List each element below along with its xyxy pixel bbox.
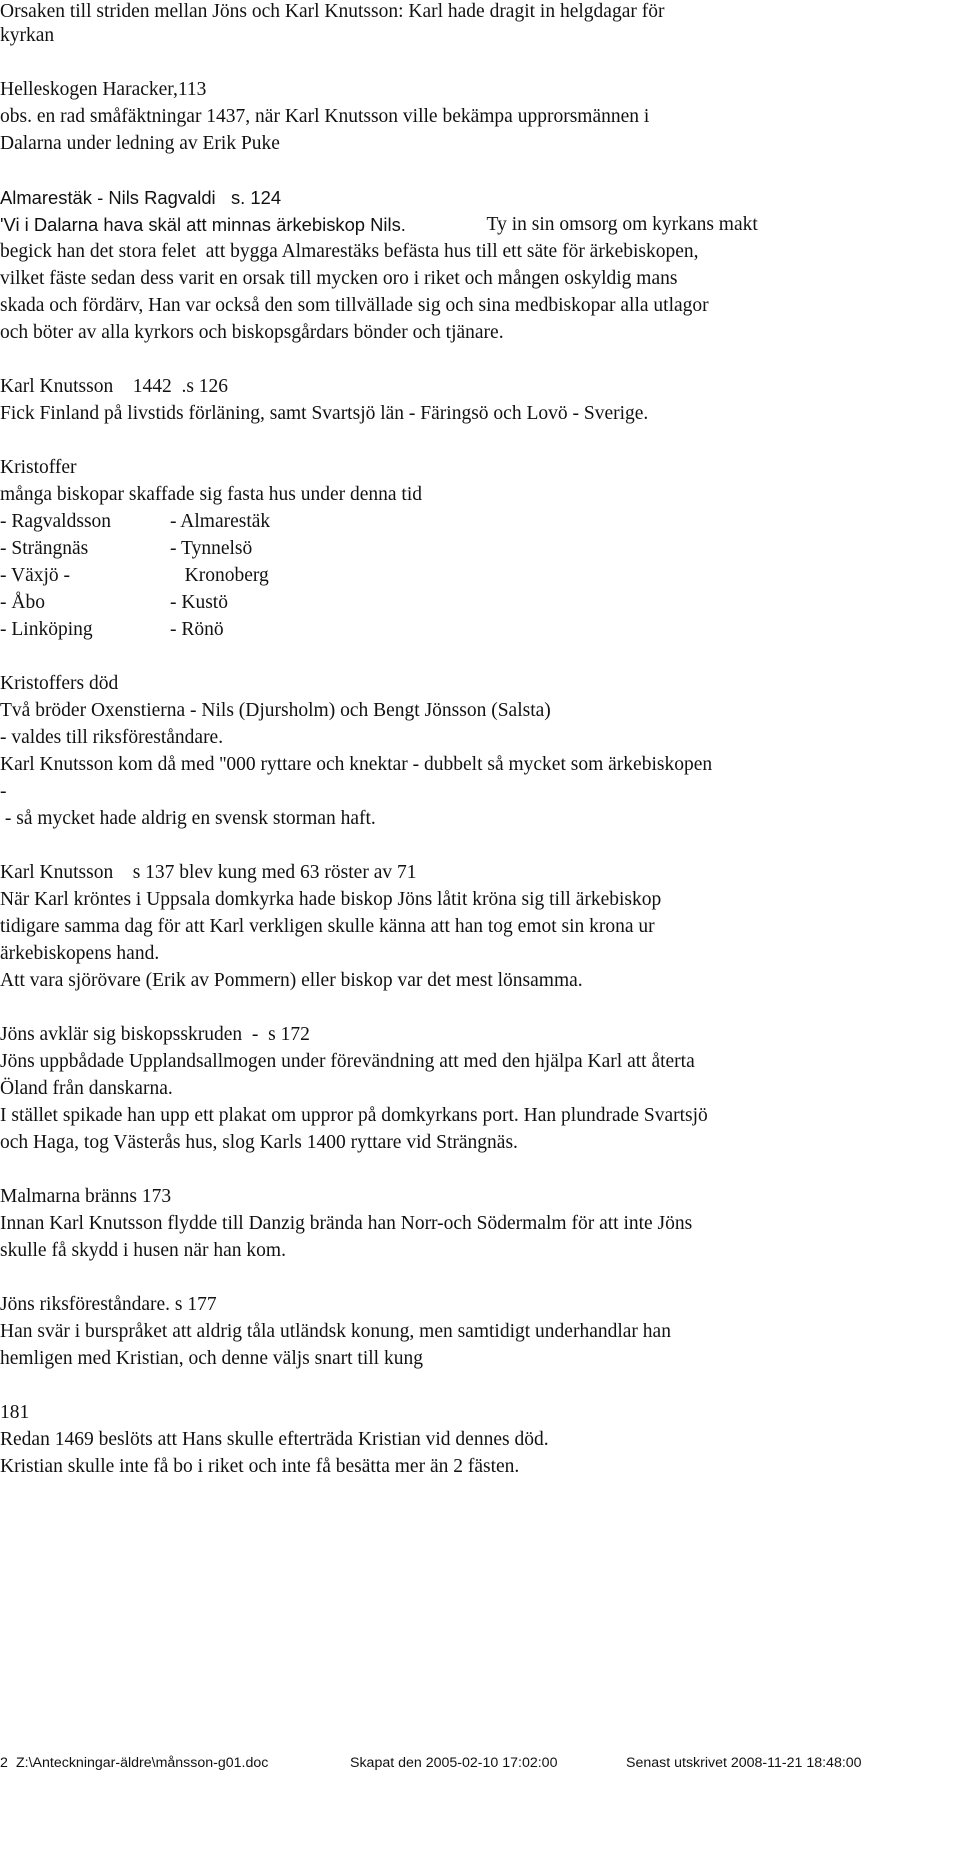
text-line: Fick Finland på livstids förläning, samt Svartsjö län - Färingsö och Lovö - Sverige. bbox=[0, 403, 649, 424]
created-date: Skapat den 2005-02-10 17:02:00 bbox=[350, 1755, 558, 1771]
text-line: - så mycket hade aldrig en svensk storman haft. bbox=[0, 808, 376, 829]
text-line: Ty in sin omsorg om kyrkans makt bbox=[482, 214, 758, 235]
text-line: vilket fäste sedan dess varit en orsak till mycken oro i riket och mången oskyldig mans bbox=[0, 268, 678, 289]
table-cell: - Växjö - bbox=[0, 565, 71, 586]
text-line: Innan Karl Knutsson flydde till Danzig brända han Norr-och Södermalm för att inte Jöns bbox=[0, 1213, 693, 1234]
table-cell: Kronoberg bbox=[170, 565, 269, 586]
table-cell: - Tynnelsö bbox=[170, 538, 253, 559]
text-line: och böter av alla kyrkors och biskopsgårdars bönder och tjänare. bbox=[0, 322, 504, 343]
text-line: Jöns riksföreståndare. s 177 bbox=[0, 1294, 217, 1315]
text-line: Karl Knutsson 1442 .s 126 bbox=[0, 376, 229, 397]
text-line: många biskopar skaffade sig fasta hus under denna tid bbox=[0, 484, 423, 505]
text-line: Kristoffer bbox=[0, 457, 77, 478]
table-cell: - Ragvaldsson bbox=[0, 511, 112, 532]
text-line: kyrkan bbox=[0, 25, 55, 46]
text-line: I stället spikade han upp ett plakat om uppror på domkyrkans port. Han plundrade Svartsjö bbox=[0, 1105, 708, 1126]
text-line: 'Vi i Dalarna hava skäl att minnas ärkebiskop Nils. bbox=[0, 214, 406, 235]
text-line: Malmarna bränns 173 bbox=[0, 1186, 172, 1207]
text-line: Jöns avklär sig biskopsskruden - s 172 bbox=[0, 1024, 310, 1045]
text-line: Öland från danskarna. bbox=[0, 1078, 173, 1099]
text-line: Karl Knutsson s 137 blev kung med 63 röster av 71 bbox=[0, 862, 417, 883]
table-row bbox=[0, 564, 269, 588]
text-line: tidigare samma dag för att Karl verkligen skulle känna att han tog emot sin krona ur bbox=[0, 916, 655, 937]
text-line: 181 bbox=[0, 1402, 30, 1423]
text-line: och Haga, tog Västerås hus, slog Karls 1400 ryttare vid Strängnäs. bbox=[0, 1132, 518, 1153]
table-cell: - Åbo bbox=[0, 592, 45, 613]
table-row bbox=[0, 510, 271, 534]
text-line: skada och fördärv, Han var också den som tillvällade sig och sina medbiskopar alla utlagor bbox=[0, 295, 709, 316]
text-line: Karl Knutsson kom då med ''000 ryttare och knektar - dubbelt så mycket som ärkebiskopen bbox=[0, 754, 713, 775]
page-footer bbox=[0, 1753, 960, 1773]
table-cell: - Almarestäk bbox=[170, 511, 271, 532]
table-row bbox=[0, 591, 228, 615]
table-cell: - Kustö bbox=[170, 592, 228, 613]
text-line: Att vara sjörövare (Erik av Pommern) eller biskop var det mest lönsamma. bbox=[0, 970, 583, 991]
text-line: Orsaken till striden mellan Jöns och Karl Knutsson: Karl hade dragit in helgdagar för bbox=[0, 1, 665, 22]
text-line: Jöns uppbådade Upplandsallmogen under förevändning att med den hjälpa Karl att återta bbox=[0, 1051, 695, 1072]
text-line: - bbox=[0, 781, 7, 802]
table-row bbox=[0, 618, 224, 642]
text-line: ärkebiskopens hand. bbox=[0, 943, 160, 964]
text-line: obs. en rad småfäktningar 1437, när Karl Knutsson ville bekämpa upprorsmännen i bbox=[0, 106, 650, 127]
text-line: Han svär i burspråket att aldrig tåla utländsk konung, men samtidigt underhandlar han bbox=[0, 1321, 671, 1342]
text-line: Redan 1469 beslöts att Hans skulle efterträda Kristian vid dennes död. bbox=[0, 1429, 549, 1450]
table-row bbox=[0, 537, 253, 561]
text-line: Dalarna under ledning av Erik Puke bbox=[0, 133, 280, 154]
text-line: begick han det stora felet att bygga Almarestäks befästa hus till ett säte för ärkebiskopen, bbox=[0, 241, 699, 262]
text-line: Kristoffers död bbox=[0, 673, 119, 694]
text-line: Kristian skulle inte få bo i riket och inte få besätta mer än 2 fästen. bbox=[0, 1456, 520, 1477]
file-path: Z:\Anteckningar-äldre\månsson-g01.doc bbox=[16, 1755, 269, 1771]
table-cell: - Linköping bbox=[0, 619, 93, 640]
text-line: - valdes till riksföreståndare. bbox=[0, 727, 224, 748]
table-cell: - Rönö bbox=[170, 619, 224, 640]
text-line: skulle få skydd i husen när han kom. bbox=[0, 1240, 286, 1261]
text-line: Helleskogen Haracker,113 bbox=[0, 79, 207, 100]
text-line: Almarestäk - Nils Ragvaldi s. 124 bbox=[0, 187, 282, 208]
table-cell: - Strängnäs bbox=[0, 538, 89, 559]
printed-date: Senast utskrivet 2008-11-21 18:48:00 bbox=[626, 1755, 862, 1771]
text-line: När Karl kröntes i Uppsala domkyrka hade biskop Jöns låtit kröna sig till ärkebiskop bbox=[0, 889, 662, 910]
text-line: Två bröder Oxenstierna - Nils (Djursholm) och Bengt Jönsson (Salsta) bbox=[0, 700, 551, 721]
text-line: hemligen med Kristian, och denne väljs snart till kung bbox=[0, 1348, 423, 1369]
page-number: 2 bbox=[0, 1755, 8, 1771]
